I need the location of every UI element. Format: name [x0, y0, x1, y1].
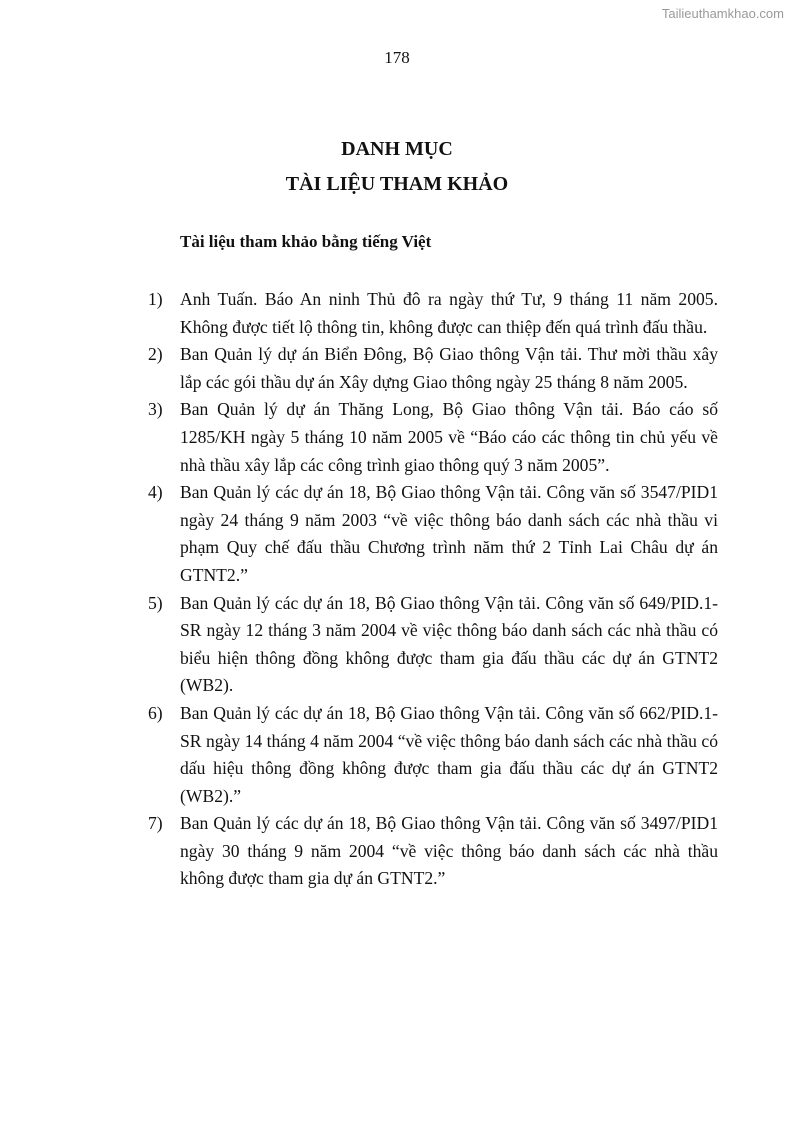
reference-item	[148, 286, 718, 341]
reference-item	[148, 700, 718, 810]
reference-item	[148, 479, 718, 589]
reference-text: Ban Quản lý các dự án 18, Bộ Giao thông Vận tải. Công văn số 662/PID.1-SR ngày 14 tháng 4 năm 2004 “về việc thông báo danh sách các nhà thầu có dấu hiệu thông đồng không được tham gia đấu thầu các dự án GTNT2 (WB2).”	[180, 702, 718, 806]
reference-item	[148, 396, 718, 479]
reference-text: Ban Quản lý dự án Biển Đông, Bộ Giao thông Vận tải. Thư mời thầu xây lắp các gói thầu dự án Xây dựng Giao thông ngày 25 tháng 8 năm 2005.	[180, 344, 718, 392]
title-line-2: TÀI LIỆU THAM KHẢO	[285, 173, 509, 195]
reference-number: 1)	[148, 289, 163, 309]
reference-number: 2)	[148, 344, 163, 365]
reference-text: Anh Tuấn. Báo An ninh Thủ đô ra ngày thứ Tư, 9 tháng 11 năm 2005. Không được tiết lộ thông tin, không được can thiệp đến quá trình đấu thầu.	[180, 289, 718, 337]
section-heading: Tài liệu tham khảo bằng tiếng Việt	[180, 232, 432, 251]
reference-number: 3)	[148, 399, 163, 420]
reference-number: 6)	[148, 702, 163, 723]
watermark: Tailieuthamkhao.com	[661, 6, 784, 21]
reference-list	[148, 286, 718, 893]
reference-item	[148, 341, 718, 396]
reference-item	[148, 810, 718, 893]
reference-number: 4)	[148, 482, 163, 503]
reference-number: 7)	[148, 813, 163, 834]
reference-text: Ban Quản lý dự án Thăng Long, Bộ Giao thông Vận tải. Báo cáo số 1285/KH ngày 5 tháng 10 năm 2005 về “Báo cáo các thông tin chủ yếu về nhà thầu xây lắp các công trình giao thông quý 3 năm 2005”.	[180, 399, 718, 475]
reference-text: Ban Quản lý các dự án 18, Bộ Giao thông Vận tải. Công văn số 3547/PID1 ngày 24 tháng 9 năm 2003 “về việc thông báo danh sách các nhà thầu vi phạm Quy chế đấu thầu Chương trình năm thứ 2 Tỉnh Lai Châu dự án GTNT2.”	[180, 482, 718, 585]
reference-text: Ban Quản lý các dự án 18, Bộ Giao thông Vận tải. Công văn số 3497/PID1 ngày 30 tháng 9 năm 2004 “về việc thông báo danh sách các nhà thầu không được tham gia dự án GTNT2.”	[180, 813, 718, 889]
reference-text: Ban Quản lý các dự án 18, Bộ Giao thông Vận tải. Công văn số 649/PID.1-SR ngày 12 tháng 3 năm 2004 về việc thông báo danh sách các nhà thầu có biểu hiện thông đồng không được tham gia đấu thầu các dự án GTNT2 (WB2).	[180, 592, 718, 696]
reference-number: 5)	[148, 592, 163, 613]
reference-item	[148, 590, 718, 700]
title-line-1: DANH MỤC	[341, 138, 453, 160]
page-number: 178	[384, 48, 410, 67]
